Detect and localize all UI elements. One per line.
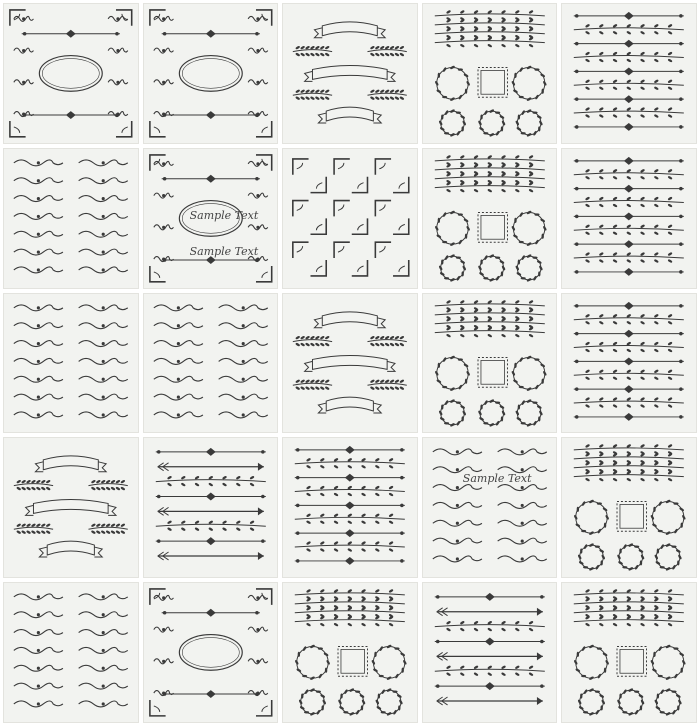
- clipart-tile-3-3: [282, 293, 418, 434]
- ornament-set-frames: [144, 583, 278, 722]
- clipart-tile-5-1: [3, 582, 139, 723]
- clipart-tile-5-3: [282, 582, 418, 723]
- sample-text-label: Sample Text: [462, 472, 532, 486]
- ornament-set-corners: [283, 149, 417, 288]
- clipart-tile-2-3: [282, 148, 418, 289]
- ornament-set-ribbons: [283, 4, 417, 143]
- clipart-tile-4-4: [422, 437, 558, 578]
- ornament-set-flourishes: [4, 583, 138, 722]
- ornament-set-ribbons: [4, 438, 138, 577]
- ornament-set-dividers: [562, 294, 696, 433]
- clipart-tile-2-4: [422, 148, 558, 289]
- ornament-set-wreaths: [562, 583, 696, 722]
- ornament-set-wreaths: [423, 149, 557, 288]
- ornament-set-wreaths: [562, 438, 696, 577]
- ornament-set-wreaths: [423, 294, 557, 433]
- clipart-tile-2-5: [561, 148, 697, 289]
- clipart-tile-1-1: [3, 3, 139, 144]
- clipart-tile-1-5: [561, 3, 697, 144]
- clipart-tile-5-4: [422, 582, 558, 723]
- clipart-tile-1-3: [282, 3, 418, 144]
- ornament-set-ribbons: [283, 294, 417, 433]
- sample-text-label: Sample Text: [189, 208, 259, 222]
- clipart-tile-5-2: [143, 582, 279, 723]
- clipart-tile-1-4: [422, 3, 558, 144]
- clipart-tile-1-2: [143, 3, 279, 144]
- clipart-tile-4-1: [3, 437, 139, 578]
- ornament-set-flourishes: [144, 294, 278, 433]
- ornament-set-flourishes: [4, 149, 138, 288]
- clipart-tile-4-5: [561, 437, 697, 578]
- clipart-tile-3-1: [3, 293, 139, 434]
- ornament-set-flourishes: [423, 438, 557, 577]
- clipart-tile-2-1: [3, 148, 139, 289]
- ornament-set-arrows: [423, 583, 557, 722]
- ornament-set-dividers: [283, 438, 417, 577]
- ornament-set-flourishes: [4, 294, 138, 433]
- ornament-set-frames: [4, 4, 138, 143]
- clipart-tile-3-2: [143, 293, 279, 434]
- clipart-tile-4-2: [143, 437, 279, 578]
- clipart-tile-4-3: [282, 437, 418, 578]
- ornament-set-frames: [144, 4, 278, 143]
- ornament-set-dividers: [562, 4, 696, 143]
- ornament-set-arrows: [144, 438, 278, 577]
- clipart-tile-3-5: [561, 293, 697, 434]
- sample-text-label: Sample Text: [189, 244, 259, 258]
- clipart-tile-2-2: [143, 148, 279, 289]
- ornament-set-dividers: [562, 149, 696, 288]
- clipart-tile-5-5: [561, 582, 697, 723]
- clipart-tile-3-4: [422, 293, 558, 434]
- ornament-set-wreaths: [283, 583, 417, 722]
- ornament-set-wreaths: [423, 4, 557, 143]
